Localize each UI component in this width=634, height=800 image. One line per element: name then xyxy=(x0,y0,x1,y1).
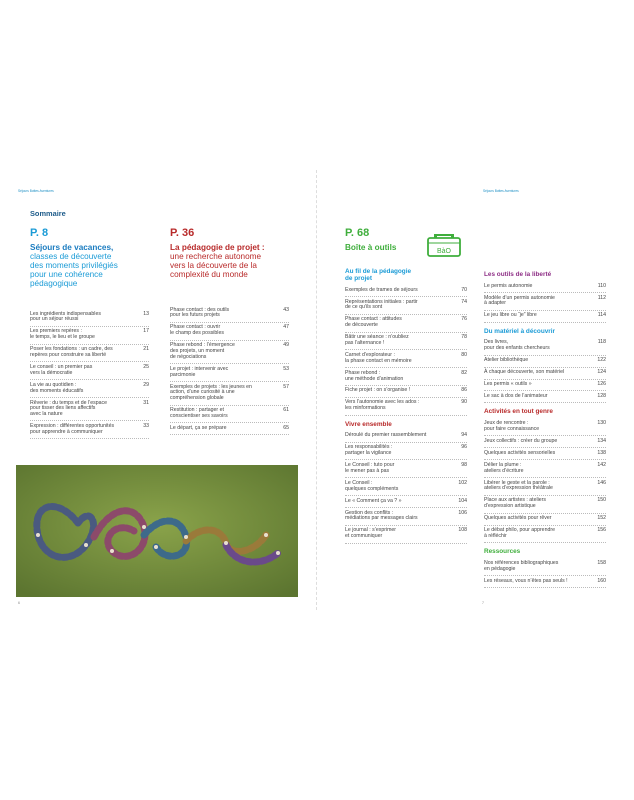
toc-entry-page: 47 xyxy=(283,324,289,331)
toc-entry-line: médiations par messages clairs xyxy=(345,515,418,522)
toc-entry-line: Les ingrédients indispensables xyxy=(30,310,101,317)
toc-entry-line: La vie au quotidien : xyxy=(30,381,77,388)
toc-entry-title xyxy=(484,340,553,352)
toc-entry[interactable] xyxy=(484,460,606,478)
toc-entry-line: Phase contact : des outils xyxy=(170,306,230,313)
section-p68-items xyxy=(345,263,467,544)
subtitle-line: classes de découverte xyxy=(30,252,112,261)
toc-entry-line: Phase contact : ouvrir xyxy=(170,324,221,331)
toc-entry-line: Nos références bibliographiques xyxy=(484,559,559,566)
toc-entry-page: 142 xyxy=(597,461,606,468)
toc-entry-line: Délier la plume : xyxy=(484,461,522,468)
toc-entry-line: Le sac à dos de l’animateur xyxy=(484,393,548,400)
toc-entry-title xyxy=(30,401,110,418)
toc-entry-title xyxy=(170,385,255,402)
running-head-left: Séjours Bottes Aventures xyxy=(18,189,54,193)
right-column-items xyxy=(484,266,606,588)
toc-entry-line: quelques compléments xyxy=(345,485,399,492)
subtitle-line: pour une cohérence xyxy=(30,270,103,279)
toc-entry-title xyxy=(170,325,227,337)
toc-entry-page: 82 xyxy=(461,369,467,376)
toc-entry-page: 110 xyxy=(597,282,606,289)
section-p8-subtitle xyxy=(30,252,154,288)
toc-entry-page: 128 xyxy=(597,393,606,400)
toc-entry[interactable] xyxy=(30,362,149,380)
toc-entry-line: pour des enfants chercheurs xyxy=(484,345,550,352)
toc-entry-title xyxy=(345,353,415,365)
toc-entry-line: Phase rebond : xyxy=(345,369,381,376)
toc-entry-page: 104 xyxy=(458,497,467,504)
toc-entry-page: 146 xyxy=(597,479,606,486)
toc-entry[interactable] xyxy=(170,406,289,424)
toc-entry-page: 61 xyxy=(283,407,289,414)
toc-entry-page: 21 xyxy=(143,346,149,353)
toc-entry-line: ateliers d’expression théâtrale xyxy=(484,485,553,492)
toc-entry[interactable] xyxy=(345,443,467,461)
toc-entry-line: Quelques activités pour rêver xyxy=(484,515,552,522)
toc-entry-line: Le Conseil : xyxy=(345,479,373,486)
toc-entry-page: 96 xyxy=(461,444,467,451)
toc-entry[interactable] xyxy=(484,478,606,496)
toc-entry[interactable] xyxy=(345,526,467,544)
toc-entry-title xyxy=(484,451,558,457)
section-p68-page: P. 68 xyxy=(345,227,370,239)
toc-entry-page: 86 xyxy=(461,387,467,394)
toc-entry-line: Expression : différentes opportunités xyxy=(30,423,115,430)
toc-entry-title xyxy=(345,400,422,412)
subtitle-line: des moments privilégiés xyxy=(30,261,118,270)
toc-entry-line: à réfléchir xyxy=(484,532,507,539)
toc-entry-page: 126 xyxy=(597,381,606,388)
folio-right: 7 xyxy=(482,601,484,605)
toc-entry-page: 94 xyxy=(461,432,467,439)
toc-entry-title xyxy=(484,370,567,376)
toc-entry-line: le mener pas à pas xyxy=(345,467,390,474)
toc-entry-page: 70 xyxy=(461,286,467,293)
toc-entry-page: 90 xyxy=(461,399,467,406)
toc-entry-line: Les responsabilités : xyxy=(345,444,393,451)
toc-entry-line: Représentations initiales : partir xyxy=(345,298,418,305)
toc-entry-line: Fiche projet : on s’organise ! xyxy=(345,387,411,394)
toc-entry-line: le champ des possibles xyxy=(170,330,224,337)
toc-entry-title xyxy=(345,317,405,329)
toc-entry-title xyxy=(345,528,399,540)
toc-entry-line: Le débat philo, pour apprendre xyxy=(484,527,555,534)
toc-entry-page: 106 xyxy=(458,509,467,516)
section-p36 xyxy=(170,227,300,279)
toc-entry-title xyxy=(345,511,421,523)
toc-group-items xyxy=(345,431,467,544)
toc-entry-title xyxy=(484,481,556,493)
toc-entry-page: 43 xyxy=(283,306,289,313)
toc-entry-title xyxy=(170,367,231,379)
toc-entry-title xyxy=(30,347,116,359)
toc-entry-line: de négociations xyxy=(170,353,207,360)
toc-entry-page: 29 xyxy=(143,381,149,388)
toc-entry-line: Atelier bibliothèque xyxy=(484,357,529,364)
toc-entry[interactable] xyxy=(345,431,467,443)
toc-entry-line: Le Conseil : tuto pour xyxy=(345,462,395,469)
toc-entry-line: parcimonie xyxy=(170,371,196,378)
toc-entry[interactable] xyxy=(484,338,606,356)
toc-entry-page: 124 xyxy=(597,369,606,376)
toc-entry-line: À chaque découverte, son matériel xyxy=(484,369,565,376)
toc-entry-line: pour apprendre à communiquer xyxy=(30,428,103,435)
toc-entry-title xyxy=(30,383,86,395)
toc-entry-title xyxy=(484,296,558,308)
toc-entry[interactable] xyxy=(484,436,606,448)
running-head-right: Séjours Bottes Aventures xyxy=(483,189,519,193)
toc-group-heading xyxy=(484,328,606,335)
toc-group-items xyxy=(484,338,606,404)
toc-entry-line: Le départ, ça se prépare xyxy=(170,424,227,431)
toc-entry[interactable] xyxy=(345,368,467,386)
toc-entry-line: Jeux de rencontre : xyxy=(484,420,529,427)
toc-group-heading-line: Ressources xyxy=(484,548,521,556)
toc-entry[interactable] xyxy=(345,350,467,368)
toc-group-heading-line: Du matériel à découvrir xyxy=(484,327,556,335)
toc-entry-line: Phase rebond : l’émergence xyxy=(170,342,235,349)
toc-entry[interactable] xyxy=(30,380,149,398)
toc-entry[interactable] xyxy=(484,418,606,436)
toc-entry-title xyxy=(484,313,540,319)
toc-group-items xyxy=(484,558,606,588)
toc-entry-page: 76 xyxy=(461,316,467,323)
toc-entry-page: 138 xyxy=(597,449,606,456)
toc-entry-title xyxy=(484,421,542,433)
toc-entry-title xyxy=(484,579,571,585)
toc-entry-line: Place aux artistes : ateliers xyxy=(484,497,546,504)
toc-entry-line: une méthode d’animation xyxy=(345,375,404,382)
toc-entry-line: partager la vigilance xyxy=(345,450,392,457)
toc-entry-line: Le permis autonomie xyxy=(484,282,533,289)
toc-entry-line: Poser les fondations : un cadre, des xyxy=(30,346,113,353)
toc-entry-title xyxy=(345,388,413,394)
toc-entry-title xyxy=(484,284,535,290)
toc-group-heading xyxy=(345,268,467,282)
toc-entry-line: des moments éducatifs xyxy=(30,387,84,394)
toc-group-heading xyxy=(484,271,606,278)
section-p36-page: P. 36 xyxy=(170,227,195,239)
toc-group-items xyxy=(345,285,467,416)
toc-entry-page: 78 xyxy=(461,334,467,341)
toc-entry[interactable] xyxy=(170,341,289,365)
toc-entry[interactable] xyxy=(345,333,467,351)
toc-entry-page: 150 xyxy=(597,497,606,504)
toc-entry-title xyxy=(30,365,95,377)
toc-entry-page: 49 xyxy=(283,342,289,349)
toc-entry-line: Carnet d’explorateur : xyxy=(345,351,395,358)
toc-entry[interactable] xyxy=(484,526,606,544)
right-page xyxy=(317,0,634,800)
section-p8-page: P. 8 xyxy=(30,227,49,239)
toc-entry[interactable] xyxy=(484,391,606,403)
toc-entry[interactable] xyxy=(484,448,606,460)
toc-entry[interactable] xyxy=(484,576,606,588)
subtitle-line: vers la découverte de la xyxy=(170,261,257,270)
toc-entry-line: repères pour construire sa liberté xyxy=(30,351,107,358)
toc-entry-line: Le « Comment ça va ? » xyxy=(345,497,402,504)
section-p68-title: Boîte à outils xyxy=(345,243,397,252)
toc-entry-page: 33 xyxy=(143,423,149,430)
toc-entry-page: 17 xyxy=(143,328,149,335)
toc-entry[interactable] xyxy=(170,323,289,341)
toc-entry[interactable] xyxy=(30,345,149,363)
toc-entry-line: pour les futurs projets xyxy=(170,312,220,319)
subtitle-line: pédagogique xyxy=(30,279,78,288)
toc-entry-line: Phase contact : attitudes xyxy=(345,316,402,323)
toc-entry[interactable] xyxy=(30,327,149,345)
toc-entry-line: Les permis « outils » xyxy=(484,381,532,388)
toc-entry-line: vers la démocratie xyxy=(30,369,73,376)
toc-entry-line: action, d’une curiosité à une xyxy=(170,389,235,396)
toc-entry-page: 108 xyxy=(458,527,467,534)
section-p8-title: Séjours de vacances, xyxy=(30,243,114,252)
toc-entry[interactable] xyxy=(484,380,606,392)
toc-entry-title xyxy=(345,371,406,383)
toolbox-label: BàO xyxy=(436,248,452,255)
toc-group-heading-line: de projet xyxy=(345,275,372,282)
toc-entry[interactable] xyxy=(484,311,606,323)
children-lying-on-grass-image xyxy=(16,465,298,597)
toc-entry-page: 122 xyxy=(597,357,606,364)
toc-entry-line: les minformations xyxy=(345,405,386,412)
toc-entry-line: de découverte xyxy=(345,322,378,329)
toc-entry-page: 102 xyxy=(458,479,467,486)
toc-entry[interactable] xyxy=(484,293,606,311)
toc-entry[interactable] xyxy=(345,496,467,508)
toc-entry[interactable] xyxy=(484,514,606,526)
toc-entry-title xyxy=(170,426,230,432)
toc-entry-title xyxy=(345,481,401,493)
toc-entry[interactable] xyxy=(30,309,149,327)
toc-entry-page: 134 xyxy=(597,437,606,444)
toc-entry-line: Exemples de projets : les jeunes en xyxy=(170,383,252,390)
toc-entry-line: pour faire connaissance xyxy=(484,425,540,432)
toc-entry-line: compréhension globale xyxy=(170,395,224,402)
toc-entry[interactable] xyxy=(170,382,289,406)
toc-entry-line: Des livres, xyxy=(484,339,509,346)
toc-entry-line: pour un séjour réussi xyxy=(30,316,79,323)
toc-entry[interactable] xyxy=(484,356,606,368)
toc-entry[interactable] xyxy=(345,508,467,526)
toc-entry-line: avec la nature xyxy=(30,411,63,418)
toc-entry-title xyxy=(484,394,550,400)
toc-entry-title xyxy=(170,308,232,320)
toc-entry[interactable] xyxy=(30,398,149,422)
toc-entry-page: 65 xyxy=(283,424,289,431)
toc-entry-page: 118 xyxy=(597,339,606,346)
toc-entry[interactable] xyxy=(345,478,467,496)
toc-entry-title xyxy=(30,329,98,341)
toc-entry-title xyxy=(345,445,395,457)
toc-entry-page: 53 xyxy=(283,365,289,372)
toc-entry-line: ateliers d’écriture xyxy=(484,467,524,474)
toc-entry[interactable] xyxy=(345,386,467,398)
toc-entry-title xyxy=(484,382,535,388)
toc-entry[interactable] xyxy=(345,297,467,315)
toc-entry-line: le temps, le lieu et le groupe xyxy=(30,334,95,341)
section-p36-items xyxy=(170,305,289,435)
toc-entry-line: conscientiser ses savoirs xyxy=(170,412,228,419)
toc-entry-line: en pédagogie xyxy=(484,565,516,572)
toc-entry-title xyxy=(30,312,104,324)
toc-group-heading-line: Vivre ensemble xyxy=(345,420,392,428)
toc-entry[interactable] xyxy=(30,421,149,439)
toc-entry[interactable] xyxy=(345,285,467,297)
toc-group-heading xyxy=(484,408,606,415)
toc-entry-line: d’expression artistique xyxy=(484,503,536,510)
toc-entry-title xyxy=(345,335,412,347)
group-photo xyxy=(16,465,298,597)
toc-group-items xyxy=(484,281,606,323)
toc-entry[interactable] xyxy=(484,281,606,293)
toc-entry-line: Libérer le geste et la parole : xyxy=(484,479,550,486)
section-p36-subtitle xyxy=(170,252,300,279)
toc-entry-line: Jeux collectifs : créer du groupe xyxy=(484,437,558,444)
toc-entry-title xyxy=(345,463,397,475)
toc-entry[interactable] xyxy=(170,423,289,435)
toc-entry-title xyxy=(30,424,117,436)
toc-entry[interactable] xyxy=(170,305,289,323)
toc-entry-line: Modèle d’un permis autonomie xyxy=(484,294,555,301)
toc-entry-title xyxy=(170,343,238,360)
toc-entry-line: Restitution : partager et xyxy=(170,407,224,414)
toc-group-heading-line: Les outils de la liberté xyxy=(484,271,552,278)
subtitle-line: complexité du monde xyxy=(170,270,248,279)
toc-entry-line: à adapter xyxy=(484,300,506,307)
toc-entry-line: Le jeu libre ou “je” libre xyxy=(484,312,537,319)
toc-entry-title xyxy=(484,439,560,445)
toc-entry-page: 13 xyxy=(143,310,149,317)
toc-entry-line: Le journal : s’exprimer xyxy=(345,527,397,534)
toc-entry-line: Déroulé du premier rassemblement xyxy=(345,432,427,439)
toc-entry[interactable] xyxy=(170,364,289,382)
toc-entry-page: 130 xyxy=(597,420,606,427)
toc-entry-line: pour tisser des liens affectifs xyxy=(30,405,96,412)
toc-entry-line: des projets, un moment xyxy=(170,347,225,354)
folio-left: 6 xyxy=(18,601,20,605)
section-p8-items xyxy=(30,309,149,439)
toc-entry-title xyxy=(484,498,549,510)
toc-entry-page: 158 xyxy=(597,559,606,566)
sommaire-heading: Sommaire xyxy=(30,209,66,218)
toc-entry-line: Le conseil : un premier pas xyxy=(30,363,93,370)
toc-entry-page: 114 xyxy=(597,312,606,319)
toc-entry-page: 80 xyxy=(461,351,467,358)
toc-entry-title xyxy=(484,561,561,573)
toc-group-heading-line: Au fil de la pédagogie xyxy=(345,268,412,275)
toc-entry-line: Les premiers repères : xyxy=(30,328,82,335)
toc-entry-title xyxy=(345,499,405,505)
toc-entry[interactable] xyxy=(345,398,467,416)
section-p8 xyxy=(30,227,154,288)
toc-entry-line: Le projet : intervenir avec xyxy=(170,365,229,372)
toc-entry-title xyxy=(484,516,554,522)
toc-entry-title xyxy=(170,408,231,420)
toc-entry-page: 31 xyxy=(143,399,149,406)
toc-entry-line: Les réseaux, vous n’êtes pas seuls ! xyxy=(484,577,568,584)
section-p36-title: La pédagogie de projet : xyxy=(170,243,265,252)
toc-entry[interactable] xyxy=(345,315,467,333)
toc-entry-line: pas l’alternance ! xyxy=(345,339,385,346)
toc-group-heading xyxy=(484,548,606,555)
toc-entry-line: Rêverie : du temps et de l’espace xyxy=(30,399,107,406)
toolbox-icon xyxy=(426,228,462,258)
toc-entry-title xyxy=(345,433,429,439)
toc-entry[interactable] xyxy=(484,368,606,380)
toc-group-heading-line: Activités en tout genre xyxy=(484,408,553,416)
toc-entry-page: 98 xyxy=(461,462,467,469)
toc-entry-title xyxy=(345,300,421,312)
toc-entry-page: 160 xyxy=(597,577,606,584)
toc-entry[interactable] xyxy=(484,496,606,514)
toc-entry-line: Bâtir une séance : n’oubliez xyxy=(345,334,409,341)
toc-entry-page: 74 xyxy=(461,298,467,305)
toc-entry[interactable] xyxy=(484,558,606,576)
toc-entry-line: Quelques activités sensorielles xyxy=(484,449,556,456)
toc-entry-title xyxy=(484,528,558,540)
subtitle-line: une recherche autonome xyxy=(170,252,262,261)
toc-entry-line: de ce qu’ils sont xyxy=(345,304,383,311)
toc-entry-line: Vers l’autonomie avec les ados : xyxy=(345,399,420,406)
toc-entry-line: Gestion des conflits : xyxy=(345,509,394,516)
toc-entry[interactable] xyxy=(345,460,467,478)
toc-entry-line: et communiquer xyxy=(345,533,383,540)
toc-group-items xyxy=(484,418,606,543)
toc-entry-page: 57 xyxy=(283,383,289,390)
toc-entry-line: la phase contact en mémoire xyxy=(345,357,412,364)
toc-entry-line: Exemples de trames de séjours xyxy=(345,286,418,293)
toc-entry-title xyxy=(345,288,421,294)
toc-entry-page: 156 xyxy=(597,527,606,534)
toc-entry-page: 25 xyxy=(143,363,149,370)
toc-entry-title xyxy=(484,463,527,475)
toc-group-heading xyxy=(345,421,467,428)
toc-entry-title xyxy=(484,358,531,364)
toc-entry-page: 152 xyxy=(597,515,606,522)
toc-entry-page: 112 xyxy=(597,294,606,301)
